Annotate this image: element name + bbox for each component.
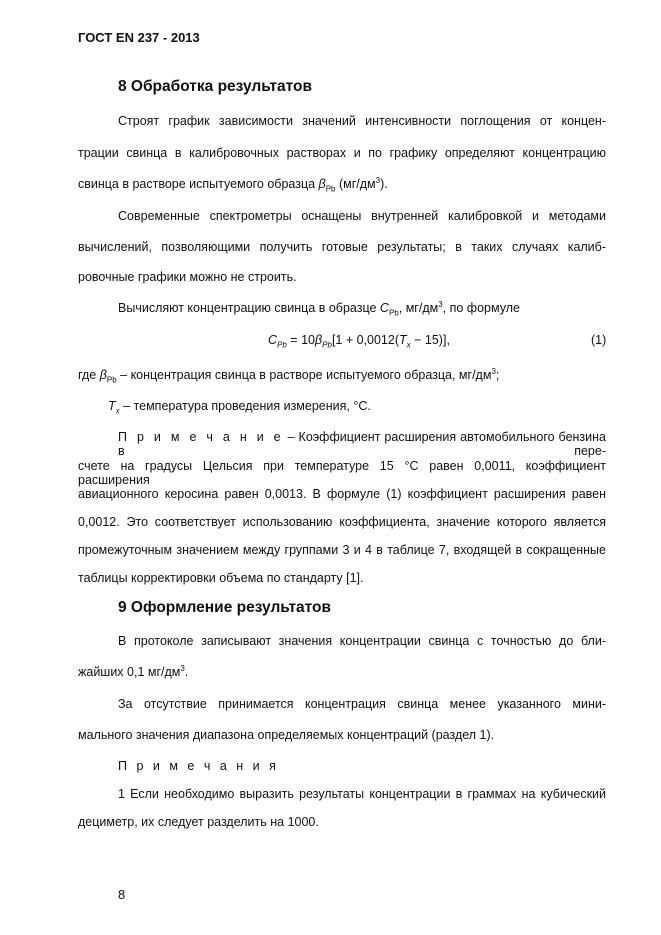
note-line5: промежуточным значением между группами 3 и 4 в таблице 7, входящей в сокращенные bbox=[78, 543, 606, 557]
s8-p1-line3: свинца в растворе испытуемого образца $\beta_{Pb}$ $(мг/дм^3)$. bbox=[78, 175, 388, 194]
note-line6: таблицы корректировки объема по стандарту [1]. bbox=[78, 571, 364, 585]
s8-p2-line3: ровочные графики можно не строить. bbox=[78, 270, 297, 284]
note-line4: 0,0012. Это соответствует использованию коэффициента, значение которого является bbox=[78, 515, 606, 529]
formula-number: (1) bbox=[591, 333, 607, 347]
page-number: 8 bbox=[118, 887, 126, 902]
s8-p2-line2: вычислений, позволяющими получить готовые результаты; в таких случаях калиб- bbox=[78, 240, 606, 254]
section-9-title: 9 Оформление результатов bbox=[118, 599, 332, 616]
notes-label: П р и м е ч а н и я bbox=[118, 759, 279, 773]
section-8-title: 8 Обработка результатов bbox=[118, 78, 313, 95]
s9-note1-line2: дециметр, их следует разделить на 1000. bbox=[78, 815, 319, 829]
document-header: ГОСТ EN 237 - 2013 bbox=[78, 30, 200, 45]
s9-p1-line1: В протоколе записывают значения концентрации свинца с точностью до бли- bbox=[118, 634, 606, 648]
s9-p1-line2: жайших 0,1 $мг/дм^3$. bbox=[78, 663, 189, 679]
s8-p1-line2: трации свинца в калибровочных растворах и по графику определяют концентрацию bbox=[78, 146, 606, 160]
where-tx: $T_x$ – температура проведения измерения, °C. bbox=[108, 399, 371, 416]
s8-p2-line1: Современные спектрометры оснащены внутренней калибровкой и методами bbox=[118, 209, 606, 223]
s8-p1-line1: Строят график зависимости значений интенсивности поглощения от концен- bbox=[118, 114, 606, 128]
where-beta: где $\beta_{Pb}$ – концентрация свинца в растворе испытуемого образца, $мг/дм^3$; bbox=[78, 366, 500, 385]
s8-p3: Вычисляют концентрацию свинца в образце $C_{Pb}$, $мг/дм^3$, по формуле bbox=[118, 299, 520, 318]
s9-p2-line1: За отсутствие принимается концентрация свинца менее указанного мини- bbox=[118, 697, 606, 711]
note-line1: П р и м е ч а н и е – Коэффициент расширения автомобильного бензина в пере- bbox=[118, 430, 606, 458]
note-line3: авиационного керосина равен 0,0013. В формуле (1) коэффициент расширения равен bbox=[78, 487, 606, 501]
s9-p2-line2: мального значения диапазона определяемых концентраций (раздел 1). bbox=[78, 728, 495, 742]
note-line2: счете на градусы Цельсия при температуре 15 °C равен 0,0011, коэффициент расширения bbox=[78, 459, 606, 487]
formula-1: $C_{Pb} = 10\beta_{Pb}[1 + 0,0012(T_x - 15)]$, bbox=[268, 333, 450, 350]
note-label: П р и м е ч а н и е bbox=[118, 430, 284, 444]
s9-note1-line1: 1 Если необходимо выразить результаты концентрации в граммах на кубический bbox=[118, 787, 606, 801]
